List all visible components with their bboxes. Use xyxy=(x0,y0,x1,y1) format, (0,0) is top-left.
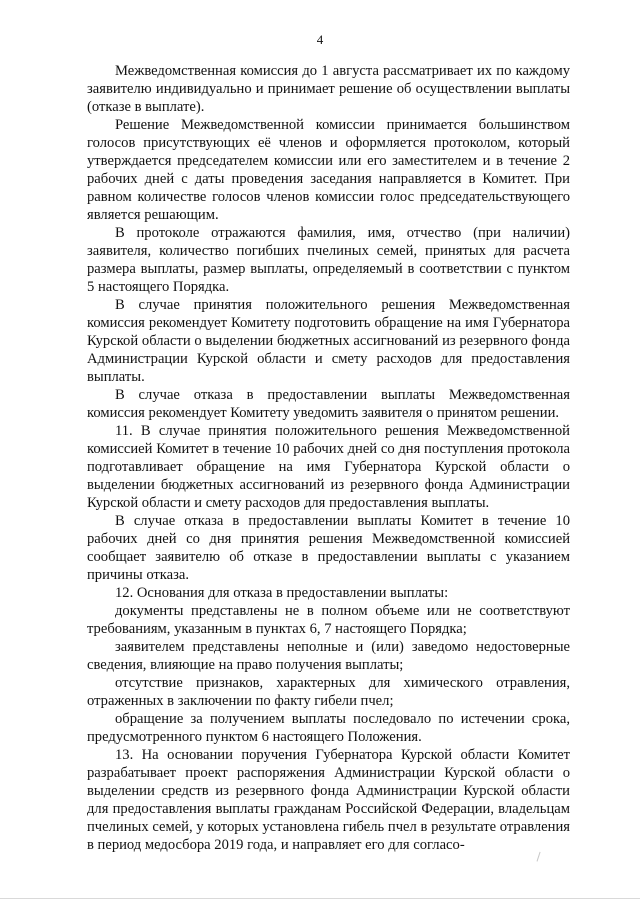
paragraph-item-11: 11. В случае принятия положительного решения Межведомственной комиссией Комитет в течение 10 рабочих дней со дня поступления протокола подготавливает обращение на имя Губернатора Курской области о выделении бюджетных ассигнований из резервного фонда Администрации Курской области и смету расходов для предоставления выплаты. xyxy=(87,423,570,511)
paragraph-positive-decision: В случае принятия положительного решения Межведомственная комиссия рекомендует Комитету подготовить обращение на имя Губернатора Курской области о выделении бюджетных ассигнований из резервного фонда Администрации Курской области и смету расходов для предоставления выплаты. xyxy=(87,297,570,385)
paragraph-refusal-reason-documents: документы представлены не в полном объеме или не соответствуют требованиям, указанным в пунктах 6, 7 настоящего Порядка; xyxy=(87,603,570,637)
page-bottom-edge xyxy=(0,898,640,899)
paragraph-item-13: 13. На основании поручения Губернатора Курской области Комитет разрабатывает проект распоряжения Администрации Курской области о выделении средств из резервного фонда Администрации Курской области для предоставления выплаты гражданам Российской Федерации, владельцам пчелиных семей, у которых установлена гибель пчел в результате отравления в период медосбора 2019 года, и направляет его для согласо- xyxy=(87,747,570,853)
paragraph-commission-decision: Решение Межведомственной комиссии принимается большинством голосов присутствующих её членов и оформляется протоколом, который утверждается председателем комиссии или его заместителем и в течение 2 рабочих дней с даты проведения заседания направляется в Комитет. При равном количестве голосов членов комиссии голос председательствующего является решающим. xyxy=(87,117,570,223)
document-body xyxy=(87,62,570,854)
paragraph-item-12-heading: 12. Основания для отказа в предоставлении выплаты: xyxy=(115,585,449,601)
paragraph-refusal-notification: В случае отказа в предоставлении выплаты Комитет в течение 10 рабочих дней со дня принятия решения Межведомственной комиссией сообщает заявителю об отказе в предоставлении выплаты с указанием причины отказа. xyxy=(87,513,570,583)
paragraph-commission-review: Межведомственная комиссия до 1 августа рассматривает их по каждому заявителю индивидуально и принимает решение об осуществлении выплаты (отказе в выплате). xyxy=(87,63,570,115)
paragraph-refusal-recommendation: В случае отказа в предоставлении выплаты Межведомственная комиссия рекомендует Комитету уведомить заявителя о принятом решении. xyxy=(87,387,570,421)
paragraph-refusal-reason-deadline: обращение за получением выплаты последовало по истечении срока, предусмотренного пунктом 6 настоящего Положения. xyxy=(87,711,570,745)
page-number: 4 xyxy=(316,32,324,47)
paragraph-refusal-reason-no-poisoning: отсутствие признаков, характерных для химического отравления, отраженных в заключении по факту гибели пчел; xyxy=(87,675,570,709)
paragraph-refusal-reason-false-info: заявителем представлены неполные и (или) заведомо недостоверные сведения, влияющие на право получения выплаты; xyxy=(87,639,570,673)
paragraph-protocol-contents: В протоколе отражаются фамилия, имя, отчество (при наличии) заявителя, количество погибших пчелиных семей, принятых для расчета размера выплаты, размер выплаты, определяемый в соответствии с пунктом 5 настоящего Порядка. xyxy=(87,225,570,295)
